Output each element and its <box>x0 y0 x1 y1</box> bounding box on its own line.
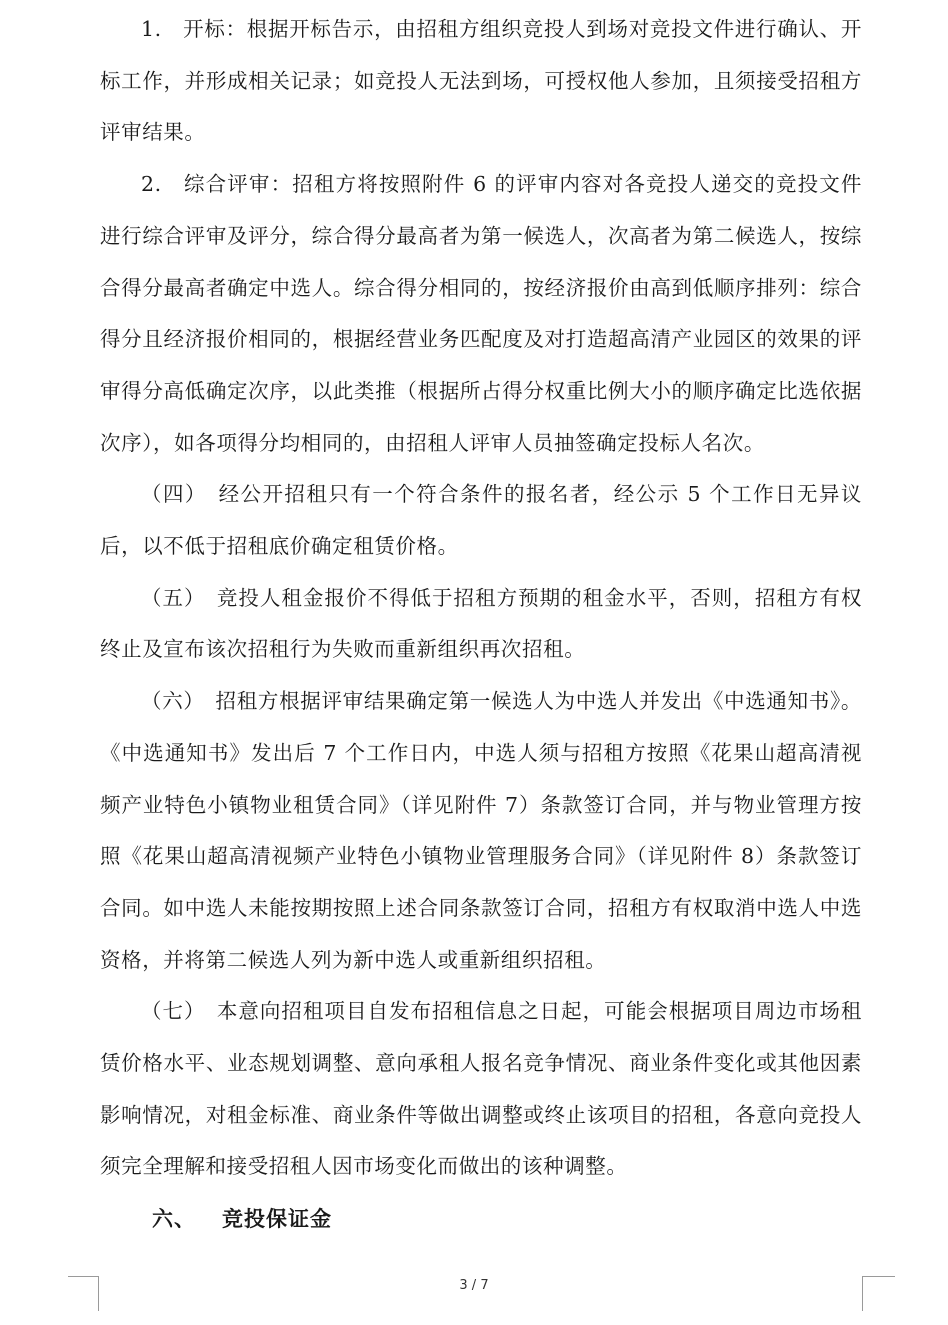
paragraph-section-4: （四） 经公开招租只有一个符合条件的报名者，经公示 5 个工作日无异议后，以不低于招租底价确定租赁价格。 <box>100 482 862 559</box>
paragraph-bid-opening: 1. 开标：根据开标告示，由招租方组织竞投人到场对竞投文件进行确认、开标工作，并形成相关记录；如竞投人无法到场，可授权他人参加，且须接受招租方评审结果。 <box>100 17 862 145</box>
crop-mark-right <box>862 1276 895 1311</box>
page-number: 3 / 7 <box>459 1278 489 1293</box>
document-body <box>100 4 862 1245</box>
heading-title: 竞投保证金 <box>222 1207 332 1232</box>
heading-number: 六、 <box>152 1207 196 1232</box>
paragraph-section-6: （六） 招租方根据评审结果确定第一候选人为中选人并发出《中选通知书》。《中选通知书》发出后 7 个工作日内，中选人须与招租方按照《花果山超高清视频产业特色小镇物业租赁合同》（详见附件 7）条款签订合同，并与物业管理方按照《花果山超高清视频产业特色小镇物业管理服务合同》（详见附件 8）条款签订合同。如中选人未能按期按照上述合同条款签订合同，招租方有权取消中选人中选资格，并将第二候选人列为新中选人或重新组织招租。 <box>100 689 862 972</box>
section-heading-deposit <box>100 1193 862 1245</box>
paragraph-comprehensive-review: 2. 综合评审：招租方将按照附件 6 的评审内容对各竞投人递交的竞投文件进行综合评审及评分，综合得分最高者为第一候选人，次高者为第二候选人，按综合得分最高者确定中选人。综合得分相同的，按经济报价由高到低顺序排列：综合得分且经济报价相同的，根据经营业务匹配度及对打造超高清产业园区的效果的评审得分高低确定次序，以此类推（根据所占得分权重比例大小的顺序确定比选依据次序），如各项得分均相同的，由招租人评审人员抽签确定投标人名次。 <box>100 172 862 455</box>
page-footer <box>0 1270 948 1325</box>
paragraph-section-5: （五） 竞投人租金报价不得低于招租方预期的租金水平，否则，招租方有权终止及宣布该次招租行为失败而重新组织再次招租。 <box>100 585 862 662</box>
paragraph-section-7: （七） 本意向招租项目自发布招租信息之日起，可能会根据项目周边市场租赁价格水平、业态规划调整、意向承租人报名竞争情况、商业条件变化或其他因素影响情况，对租金标准、商业条件等做出调整或终止该项目的招租，各意向竞投人须完全理解和接受招租人因市场变化而做出的该种调整。 <box>100 999 862 1179</box>
